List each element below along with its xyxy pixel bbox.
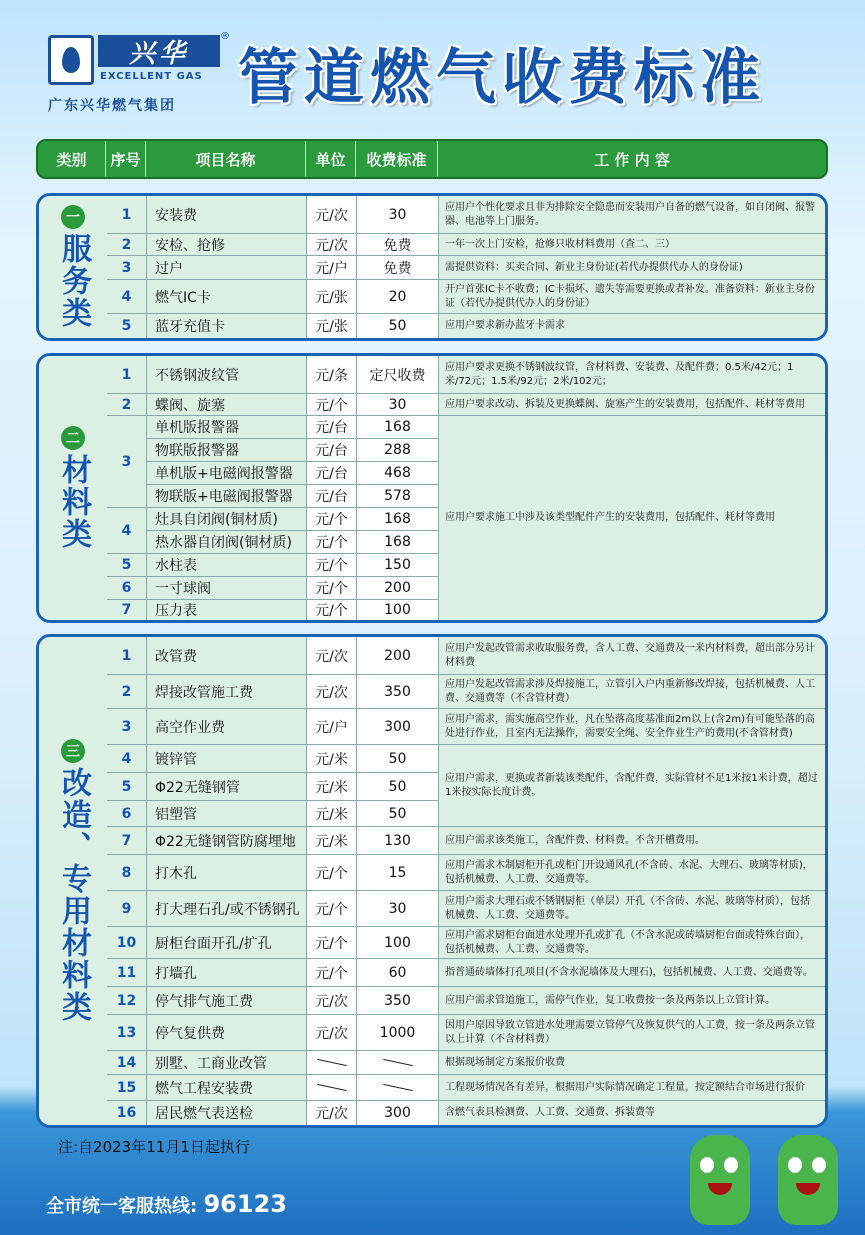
row-price: 150	[357, 554, 439, 577]
header-category: 类别	[38, 141, 106, 177]
row-unit: 元/台	[307, 485, 357, 508]
header-item: 项目名称	[146, 141, 306, 177]
row-unit: 元/米	[307, 827, 357, 855]
row-seq: 16	[107, 1101, 147, 1125]
row-price: 60	[357, 959, 439, 987]
row-unit: 元/个	[307, 855, 357, 891]
row-unit: 元/条	[307, 356, 357, 394]
section-renovation	[36, 634, 828, 1128]
row-price: 30	[357, 394, 439, 416]
row-unit: 元/个	[307, 891, 357, 927]
row-item: 打墙孔	[147, 959, 307, 987]
row-work: 应用户需求管道施工，需停气作业，复工收费按一条及两条以上立管计算。	[439, 987, 825, 1015]
row-seq: 7	[107, 600, 147, 620]
category-cell	[39, 196, 108, 338]
table-header	[36, 139, 828, 179]
row-price: 288	[357, 439, 439, 462]
row-price: 免费	[357, 234, 439, 256]
row-unit: 元/次	[307, 1101, 357, 1125]
row-price: 50	[357, 314, 439, 338]
hotline	[46, 1190, 287, 1218]
category-cell	[39, 356, 108, 620]
row-seq: 4	[107, 508, 147, 554]
row-seq: 8	[107, 855, 147, 891]
row-item: 灶具自闭阀(铜材质)	[147, 508, 307, 531]
row-work: 需提供资料：买卖合同、新业主身份证(若代办提供代办人的身份证)	[439, 256, 825, 280]
registered-mark: ®	[220, 31, 230, 42]
row-seq: 4	[107, 745, 147, 773]
section-service	[36, 193, 828, 341]
row-seq: 9	[107, 891, 147, 927]
row-work: 应用户要求更换不锈钢波纹管，含材料费、安装费、及配件费；0.5米/42元；1米/72元；1.5米/92元；2米/102元；	[439, 356, 825, 394]
row-seq: 7	[107, 827, 147, 855]
row-unit: 元/个	[307, 531, 357, 554]
row-work: 工程现场情况各有差异，根据用户实际情况确定工程量，按定额结合市场进行报价	[439, 1075, 825, 1101]
row-unit: 元/米	[307, 773, 357, 801]
row-seq: 15	[107, 1075, 147, 1101]
logo-cn-text: 兴华	[98, 35, 220, 67]
row-price: 50	[357, 745, 439, 773]
row-item: 焊接改管施工费	[147, 675, 307, 709]
mascot-icon	[690, 1135, 750, 1225]
category-number: 二	[61, 426, 85, 450]
row-seq: 6	[107, 801, 147, 827]
row-work: 应用户需求，需实施高空作业，凡在坠落高度基准面2m以上(含2m)有可能坠落的高处进行作业，且室内无法操作，需要安全绳、安全作业生产的费用(不含管材费)	[439, 709, 825, 745]
row-seq: 10	[107, 927, 147, 959]
row-price: 300	[357, 1101, 439, 1125]
row-item: Φ22无缝钢管	[147, 773, 307, 801]
row-price: 468	[357, 462, 439, 485]
row-unit: 元/台	[307, 462, 357, 485]
row-price: 300	[357, 709, 439, 745]
row-price: 200	[357, 637, 439, 675]
row-price: 350	[357, 675, 439, 709]
row-unit-dash	[307, 1051, 357, 1075]
row-item: 物联版报警器	[147, 439, 307, 462]
row-unit: 元/次	[307, 234, 357, 256]
row-unit: 元/次	[307, 637, 357, 675]
row-unit: 元/米	[307, 801, 357, 827]
row-price: 50	[357, 773, 439, 801]
row-item: 水柱表	[147, 554, 307, 577]
row-seq: 2	[107, 234, 147, 256]
row-price: 50	[357, 801, 439, 827]
row-item: 居民燃气表送检	[147, 1101, 307, 1125]
row-item: 过户	[147, 256, 307, 280]
row-unit: 元/个	[307, 927, 357, 959]
category-number: 一	[61, 205, 85, 229]
row-item: 高空作业费	[147, 709, 307, 745]
row-work: 应用户个性化要求且非为排除安全隐患而安装用户自备的燃气设备，如自闭阀、报警器、电池等上门服务。	[439, 196, 825, 234]
row-seq: 1	[107, 356, 147, 394]
company-name: 广东兴华燃气集团	[48, 98, 176, 114]
row-seq: 11	[107, 959, 147, 987]
row-unit: 元/次	[307, 675, 357, 709]
row-unit: 元/个	[307, 959, 357, 987]
row-item: 燃气工程安装费	[147, 1075, 307, 1101]
row-work: 应用户发起改管需求收取服务费，含人工费、交通费及一米内材料费，超出部分另计材料费	[439, 637, 825, 675]
row-work: 应用户需求该类施工，含配件费、材料费。不含开槽费用。	[439, 827, 825, 855]
row-unit: 元/个	[307, 554, 357, 577]
row-work-merged: 应用户要求施工中涉及该类型配件产生的安装费用，包括配件、耗材等费用	[439, 416, 825, 620]
row-item: 安检、抢修	[147, 234, 307, 256]
row-item: 厨柜台面开孔/扩孔	[147, 927, 307, 959]
row-unit: 元/个	[307, 577, 357, 600]
row-work: 应用户需求木制厨柜开孔或柜门开设通风孔(不含砖、水泥、大理石、玻璃等材质)，包括机械费、人工费、交通费等。	[439, 855, 825, 891]
hotline-label: 全市统一客服热线:	[46, 1196, 198, 1217]
row-price: 100	[357, 600, 439, 620]
row-item: 改管费	[147, 637, 307, 675]
row-price: 168	[357, 416, 439, 439]
row-price-dash	[357, 1051, 439, 1075]
row-unit-dash	[307, 1075, 357, 1101]
row-price: 168	[357, 531, 439, 554]
row-unit: 元/张	[307, 314, 357, 338]
header-work: 工 作 内 容	[594, 150, 670, 169]
row-work: 含燃气表具检测费、人工费、交通费、拆装费等	[439, 1101, 825, 1125]
row-price: 200	[357, 577, 439, 600]
row-unit: 元/张	[307, 280, 357, 314]
row-work: 应用户发起改管需求涉及焊接施工，立管引入户内重新修改焊接，包括机械费、人工费、交通费等（不含管材费）	[439, 675, 825, 709]
row-price: 350	[357, 987, 439, 1015]
row-unit: 元/个	[307, 600, 357, 620]
row-seq: 2	[107, 675, 147, 709]
row-seq: 5	[107, 773, 147, 801]
row-work-merged: 应用户需求，更换或者新装该类配件，含配件费，实际管材不足1米按1米计费，超过1米按实际长度计费。	[439, 745, 825, 827]
row-price: 100	[357, 927, 439, 959]
row-seq: 6	[107, 577, 147, 600]
row-unit: 元/台	[307, 439, 357, 462]
row-item: 单机版+电磁阀报警器	[147, 462, 307, 485]
row-seq: 5	[107, 314, 147, 338]
section-material	[36, 353, 828, 623]
row-work: 因用户原因导致立管进水处理需要立管停气及恢复供气的人工费，按一条及两条立管以上计算（不含材料费）	[439, 1015, 825, 1051]
row-item: 一寸球阀	[147, 577, 307, 600]
row-price: 免费	[357, 256, 439, 280]
row-work: 指普通砖墙体打孔项目(不含水泥墙体及大理石)，包括机械费、人工费、交通费等。	[439, 959, 825, 987]
row-unit: 元/个	[307, 508, 357, 531]
row-work: 一年一次上门安检，抢修只收材料费用（查二、三）	[439, 234, 825, 256]
row-seq: 4	[107, 280, 147, 314]
row-item: 物联版+电磁阀报警器	[147, 485, 307, 508]
row-unit: 元/次	[307, 1015, 357, 1051]
row-item: 停气复供费	[147, 1015, 307, 1051]
hotline-number: 96123	[203, 1190, 287, 1218]
row-price: 定尺收费	[357, 356, 439, 394]
row-item: 铝塑管	[147, 801, 307, 827]
row-seq: 14	[107, 1051, 147, 1075]
row-item: 单机版报警器	[147, 416, 307, 439]
row-item: 不锈钢波纹管	[147, 356, 307, 394]
row-item: 蝶阀、旋塞	[147, 394, 307, 416]
row-item: 打大理石孔/或不锈钢孔	[147, 891, 307, 927]
row-price-dash	[357, 1075, 439, 1101]
row-seq: 3	[107, 256, 147, 280]
row-work: 应用户需求厨柜台面进水处理开孔或扩孔（不含水泥或砖墙厨柜台面或特殊台面），包括机械费、人工费、交通费等。	[439, 927, 825, 959]
row-work: 根据现场制定方案报价收费	[439, 1051, 825, 1075]
row-unit: 元/户	[307, 256, 357, 280]
row-unit: 元/次	[307, 987, 357, 1015]
row-price: 30	[357, 196, 439, 234]
row-unit: 元/次	[307, 196, 357, 234]
row-item: 镀锌管	[147, 745, 307, 773]
row-seq: 3	[107, 709, 147, 745]
row-item: 热水器自闭阀(铜材质)	[147, 531, 307, 554]
mascot-icon	[778, 1135, 838, 1225]
row-price: 578	[357, 485, 439, 508]
row-item: 停气排气施工费	[147, 987, 307, 1015]
row-item: Φ22无缝钢管防腐埋地	[147, 827, 307, 855]
row-price: 20	[357, 280, 439, 314]
row-unit: 元/台	[307, 416, 357, 439]
row-price: 1000	[357, 1015, 439, 1051]
row-price: 168	[357, 508, 439, 531]
effective-date-note: 注:自2023年11月1日起执行	[58, 1138, 250, 1156]
row-item: 压力表	[147, 600, 307, 620]
category-name: 服务类	[56, 233, 91, 329]
row-price: 30	[357, 891, 439, 927]
category-name: 材料类	[56, 454, 91, 550]
header-seq: 序号	[106, 141, 146, 177]
logo-en-text: EXCELLENT GAS	[100, 71, 203, 82]
row-unit: 元/户	[307, 709, 357, 745]
category-number: 三	[61, 739, 85, 763]
row-seq: 1	[107, 196, 147, 234]
row-seq: 12	[107, 987, 147, 1015]
row-seq: 13	[107, 1015, 147, 1051]
row-price: 15	[357, 855, 439, 891]
row-unit: 元/米	[307, 745, 357, 773]
row-work: 应用户要求新办蓝牙卡需求	[439, 314, 825, 338]
header-unit: 单位	[306, 141, 356, 177]
category-cell	[39, 637, 108, 1125]
row-item: 安装费	[147, 196, 307, 234]
category-name: 改造、专用材料类	[56, 767, 91, 1023]
row-price: 130	[357, 827, 439, 855]
header-price: 收费标准	[356, 141, 438, 177]
row-seq: 3	[107, 416, 147, 508]
row-item: 燃气IC卡	[147, 280, 307, 314]
flame-icon	[48, 35, 94, 85]
row-item: 别墅、工商业改管	[147, 1051, 307, 1075]
row-unit: 元/个	[307, 394, 357, 416]
row-item: 蓝牙充值卡	[147, 314, 307, 338]
row-work: 应用户需求大理石或不锈钢厨柜（单层）开孔（不含砖、水泥、玻璃等材质），包括机械费、人工费、交通费等。	[439, 891, 825, 927]
page-title: 管道燃气收费标准	[238, 43, 766, 113]
row-seq: 1	[107, 637, 147, 675]
row-seq: 2	[107, 394, 147, 416]
row-item: 打木孔	[147, 855, 307, 891]
row-work: 开户首张IC卡不收费；IC卡损坏、遗失等需要更换或者补发。准备资料：新业主身份证（若代办提供代办人的身份证）	[439, 280, 825, 314]
row-work: 应用户要求改动、拆装及更换蝶阀、旋塞产生的安装费用，包括配件、耗材等费用	[439, 394, 825, 416]
row-seq: 5	[107, 554, 147, 577]
